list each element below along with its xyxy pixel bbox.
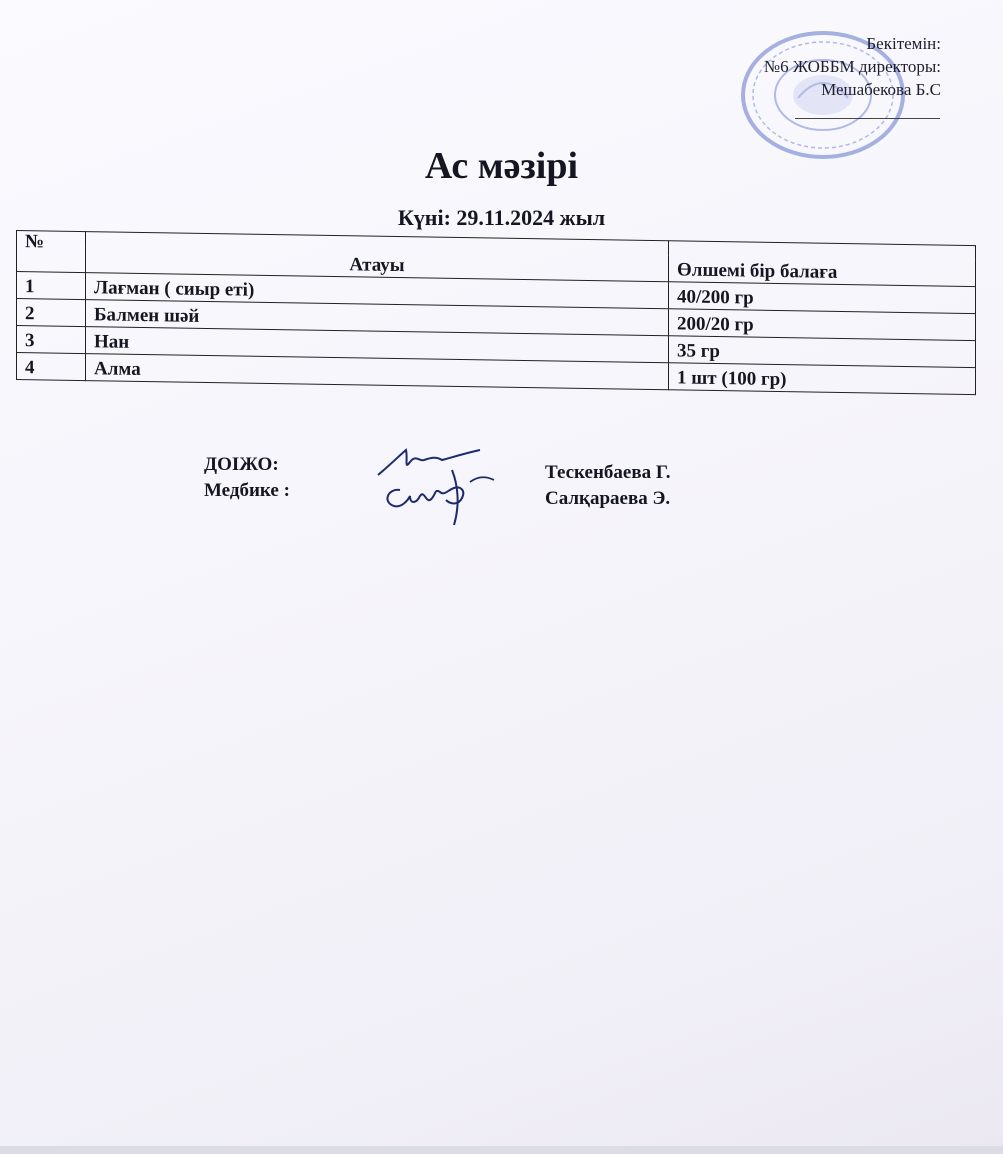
row-dish-name: Алма (86, 354, 669, 390)
row-number: 3 (17, 326, 86, 354)
menu-date: Күні: 29.11.2024 жыл (397, 205, 606, 230)
approval-block (764, 32, 941, 101)
signer-names (545, 460, 671, 512)
row-quantity: 200/20 гр (669, 309, 976, 341)
signer-roles (204, 452, 290, 504)
signer-role-2: Медбике : (204, 480, 290, 501)
page-title: Ас мәзірі (424, 145, 579, 187)
approval-signature-line (795, 118, 940, 119)
row-number: 1 (17, 272, 86, 300)
header-number: № (17, 231, 86, 273)
row-dish-name: Лағман ( сиыр еті) (86, 273, 669, 309)
header-name: Атауы (86, 232, 669, 282)
row-quantity: 40/200 гр (669, 282, 976, 314)
row-number: 2 (17, 299, 86, 327)
row-quantity: 35 гр (669, 336, 976, 368)
table-header-row (17, 231, 976, 261)
page-edge (0, 1146, 1003, 1154)
approval-position: №6 ЖОББМ директоры: (763, 57, 941, 76)
signer-role-1: ДОІЖО: (204, 454, 279, 475)
approval-director-name: Мешабекова Б.С (821, 80, 941, 99)
handwritten-signature (370, 440, 510, 530)
row-number: 4 (17, 353, 86, 381)
signer-name-1: Тескенбаева Г. (545, 462, 671, 483)
menu-table-wrapper (16, 230, 976, 410)
signer-name-2: Салқараева Э. (545, 488, 671, 509)
header-qty: Өлшемі бір балаға (669, 255, 976, 286)
row-dish-name: Балмен шәй (86, 300, 669, 336)
approval-title: Бекітемін: (866, 34, 941, 53)
menu-table (16, 230, 976, 395)
row-dish-name: Нан (86, 327, 669, 363)
row-quantity: 1 шт (100 гр) (669, 363, 976, 395)
